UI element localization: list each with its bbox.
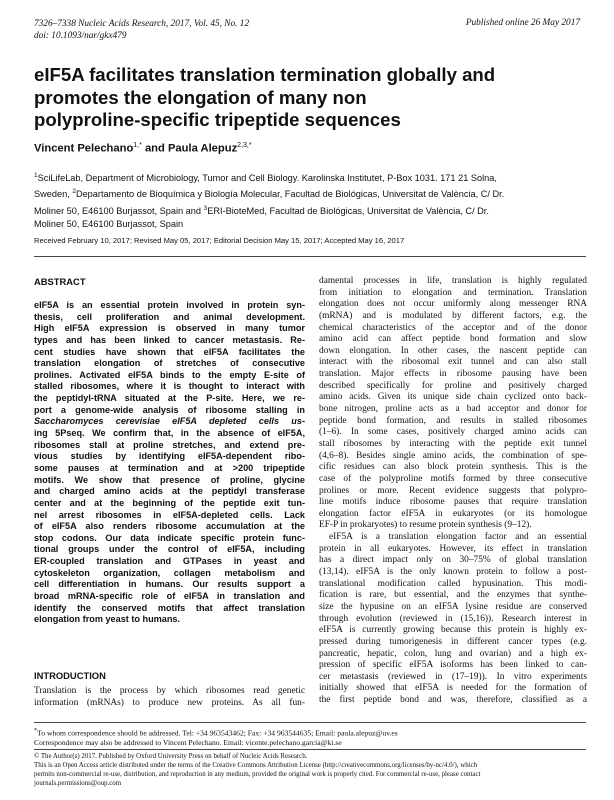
abstract-line: stop codons. Our data indicate specific protein func- — [34, 532, 305, 543]
running-header-left — [34, 18, 249, 42]
affiliation-text: Departamento de Bioquímica y Biología Molecular, Facultad de Biológicas, Universitat de València, C/ Dr. — [75, 189, 505, 200]
abstract-line: Saccharomyces cerevisiae eIF5A depleted cells us- — [34, 416, 305, 427]
published-date: Published online 26 May 2017 — [465, 18, 580, 28]
body-line: elongation factor eIF5A in eukaryotes (or its homologue — [319, 508, 587, 519]
abstract-heading: ABSTRACT — [34, 276, 86, 287]
body-line: chemical characteristics of the acceptor and of the donor — [319, 322, 587, 333]
body-line: (1–6). In some cases, positively charged amino acids can — [319, 427, 587, 438]
abstract-line: ribosomes stall at proline stretches, and extend pre- — [34, 439, 305, 450]
title-line: promotes the elongation of many non — [34, 86, 367, 108]
body-line: elongation does not occur uniformly along messenger RNA — [319, 299, 587, 310]
body-line: peptide bond formation, and results in stalled ribosomes — [319, 415, 587, 426]
abstract-line: of eIF5A also renders ribosome accumulation at the — [34, 521, 305, 532]
abstract-line: vious studies by identifying eIF5A-dependent ribo- — [34, 451, 305, 462]
abstract-line: some pauses at termination and at >200 tripeptide — [34, 462, 305, 473]
body-line: line motifs induce ribosome pauses that require translation — [319, 497, 587, 508]
body-line: size the hypusine on an eIF5A lysine residue are conserved — [319, 601, 587, 612]
body-line: stall ribosomes by interacting with the peptide exit tunnel — [319, 438, 587, 449]
body-line: protein in all eukaryotes. However, its effect in translation — [319, 543, 587, 554]
body-line: has a direct impact only on 30–75% of global translation — [319, 555, 587, 566]
affiliations — [34, 169, 586, 231]
abstract-line: thesis, cell proliferation and animal development. — [34, 311, 305, 322]
abstract-body — [34, 300, 305, 626]
journal-citation: 7326–7338 Nucleic Acids Research, 2017, Vol. 45, No. 12 — [34, 19, 250, 29]
author-affiliation-marker: 2,3,* — [237, 142, 252, 149]
body-line: EF-P in prokaryotes) to resume protein synthesis (9–12). — [319, 520, 532, 531]
license-line: © The Author(s) 2017. Published by Oxford University Press on behalf of Nucleic Acids Research. — [34, 753, 308, 760]
license-line: permits non-commercial re-use, distribution, and reproduction in any medium, provided the original work is properly cited. For commercial re-use, please contact — [34, 771, 481, 778]
introduction-heading: INTRODUCTION — [34, 670, 106, 681]
body-line: cific residues can also block protein synthesis. This is the — [319, 462, 587, 473]
author-name: Paula Alepuz — [167, 142, 238, 155]
article-title — [34, 64, 586, 132]
correspondence-line: Correspondence may also be addressed to Vincent Pelechano. Email: vicente.pelechano.garcia@ki.se — [34, 738, 342, 748]
affiliation-marker: 3 — [203, 204, 208, 212]
body-line: interact with the ribosomal exit tunnel and can also stall — [319, 357, 587, 368]
affiliation-marker: 2 — [72, 188, 76, 196]
abstract-line: eIF5A is an essential protein involved in protein syn- — [34, 300, 305, 310]
body-line: pressed during tumorigenesis in different cancer types (e.g. — [319, 636, 587, 647]
right-column-body — [319, 276, 587, 707]
correspondence-footnote — [34, 726, 586, 748]
body-line: from initiation to elongation and termination. Translation — [319, 287, 587, 298]
body-line: eIF5A is a translation elongation factor and an essential — [329, 532, 587, 543]
abstract-line: elongation from yeast to humans. — [34, 614, 181, 625]
affiliation-marker: 1 — [34, 172, 38, 179]
correspondence-line: *To whom correspondence should be addressed. Tel: +34 963543462; Fax: +34 963544635; Email: paula.alepuz@uv.es — [34, 727, 398, 738]
body-line: damental processes in life, translation is highly regulated — [319, 276, 587, 286]
license-line: This is an Open Access article distributed under the terms of the Creative Commons Attribution License (http://creativecommons.org/licenses/by-nc/4.0/), which — [34, 762, 478, 769]
body-line: case of the polyproline motifs formed by three consecutive — [319, 473, 587, 484]
body-line: information (mRNAs) to produce new proteins. As all fun- — [34, 697, 305, 708]
affiliation-text: Sweden, — [34, 189, 73, 200]
abstract-line: types and has been linked to cancer metastasis. Re- — [34, 334, 305, 345]
abstract-line: identify the conserved motifs that affect translation — [34, 602, 305, 613]
divider — [34, 256, 586, 257]
affiliation-text: Moliner 50, E46100 Burjassot, Spain and — [34, 205, 204, 216]
abstract-line: translation elongation of stretches of consecutive — [34, 358, 305, 369]
abstract-line: nel arrest ribosomes in eIF5A-depleted cells. Lack — [34, 509, 305, 520]
abstract-line: ing 5Pseq. We confirm that, in the absence of eIF5A, — [34, 428, 305, 439]
body-line: cer metastasis (reviewed in (17–19)). In vitro experiments — [319, 671, 587, 682]
abstract-line: motifs. We show that presence of proline, glycine — [34, 474, 305, 485]
body-line: bone nitrogen, proline acts as a bad acceptor and donor for — [319, 404, 587, 415]
affiliation-text: SciLifeLab, Department of Microbiology, Tumor and Cell Biology. Karolinska Institutet, P-Box 1031. 171 21 Solna, — [37, 173, 497, 184]
title-line: polyproline-specific tripeptide sequences — [34, 109, 401, 130]
body-line: translational modification called hypusination. This modi- — [319, 578, 587, 589]
body-line: through evolution (reviewed in (15,16)). Research interest in — [319, 613, 587, 624]
affiliation-text: Moliner 50, E46100 Burjassot, Spain — [34, 218, 184, 229]
license-line: journals.permissions@oup.com — [34, 780, 122, 787]
body-line: prolines or more. Recent evidence suggests that polypro- — [319, 485, 587, 496]
body-line: amino acids. Given its unique side chain cyclized onto back- — [319, 392, 587, 403]
author-list — [34, 142, 252, 155]
body-line: Translation is the process by which ribosomes read genetic — [34, 686, 305, 696]
abstract-line: cytoskeleton organization, collagen metabolism and — [34, 567, 305, 578]
body-line: initially showed that eIF5A is needed for the formation of — [319, 683, 587, 694]
abstract-line: prolines. Activated eIF5A binds to the empty E-site of — [34, 369, 305, 380]
doi: doi: 10.1093/nar/gkx479 — [34, 31, 127, 41]
abstract-line: cell differentiation in humans. Our results support a — [34, 579, 305, 590]
body-line: the first peptide bond and was, therefore, classified as a — [319, 695, 587, 706]
abstract-line: center and at the beginning of the peptide exit tun- — [34, 497, 305, 508]
affiliation-text: ERI-BioteMed, Facultad de Biológicas, Universitat de València, C/ Dr. — [207, 205, 489, 216]
abstract-line: broad mRNA-specific role of eIF5A in translation and — [34, 591, 305, 602]
title-line: eIF5A facilitates translation termination globally and — [34, 64, 496, 85]
abstract-line: ER-coupled translation and GTPases in yeast and — [34, 556, 305, 567]
abstract-line: the peptidyl-tRNA situated at the P-site. Here, we re- — [34, 393, 305, 404]
abstract-line: tional groups under the control of eIF5A, including — [34, 544, 305, 555]
correspondence-text: To whom correspondence should be addressed. Tel: +34 963543462; Fax: +34 963544635; Email: paula.alepuz@uv.es — [37, 728, 398, 738]
license-footnote — [34, 752, 586, 788]
license-divider — [34, 749, 586, 750]
introduction-body — [34, 686, 305, 709]
author-name: Vincent Pelechano — [34, 142, 134, 155]
body-line: translation. Major effects in ribosome pausing have been — [319, 369, 587, 380]
body-line: (13,14). eIF5A is the only known protein to follow a post- — [319, 567, 587, 578]
body-line: described specifically for proline and positively charged — [319, 380, 587, 391]
body-line: fication is rare, but essential, and the enzymes that synthe- — [319, 590, 587, 601]
abstract-line: and charged amino acids at the peptidyl transferase — [34, 486, 305, 497]
abstract-line: port a genome-wide analysis of ribosome stalling in — [34, 404, 305, 415]
body-line: (mRNA) and is modulated by different factors, e.g. the — [319, 310, 587, 321]
body-line: (4,6–8). Besides single amino acids, the combination of spe- — [319, 450, 587, 461]
footnote-divider — [34, 722, 586, 723]
body-line: pancreatic, hepatic, colon, lung and ovarian) and a high ex- — [319, 648, 587, 659]
abstract-line: High eIF5A expression is observed in many tumor — [34, 323, 305, 334]
submission-dates: Received February 10, 2017; Revised May 05, 2017; Editorial Decision May 15, 2017; Accepted May 16, 2017 — [34, 236, 405, 245]
body-line: pression of specific eIF5A isoforms has been linked to can- — [319, 660, 587, 671]
body-line: down elongation. In other cases, the nascent peptide can — [319, 345, 587, 356]
abstract-line: cent studies have shown that eIF5A facilitates the — [34, 346, 305, 357]
body-line: amino acid can affect peptide bond formation and slow — [319, 334, 587, 345]
author-conjunction: and — [141, 142, 168, 155]
abstract-line: stalled ribosomes, where it is thought to interact with — [34, 381, 305, 392]
author-affiliation-marker: 1,* — [133, 142, 142, 149]
body-line: eIF5A is currently growing because this protein is highly ex- — [319, 625, 587, 636]
